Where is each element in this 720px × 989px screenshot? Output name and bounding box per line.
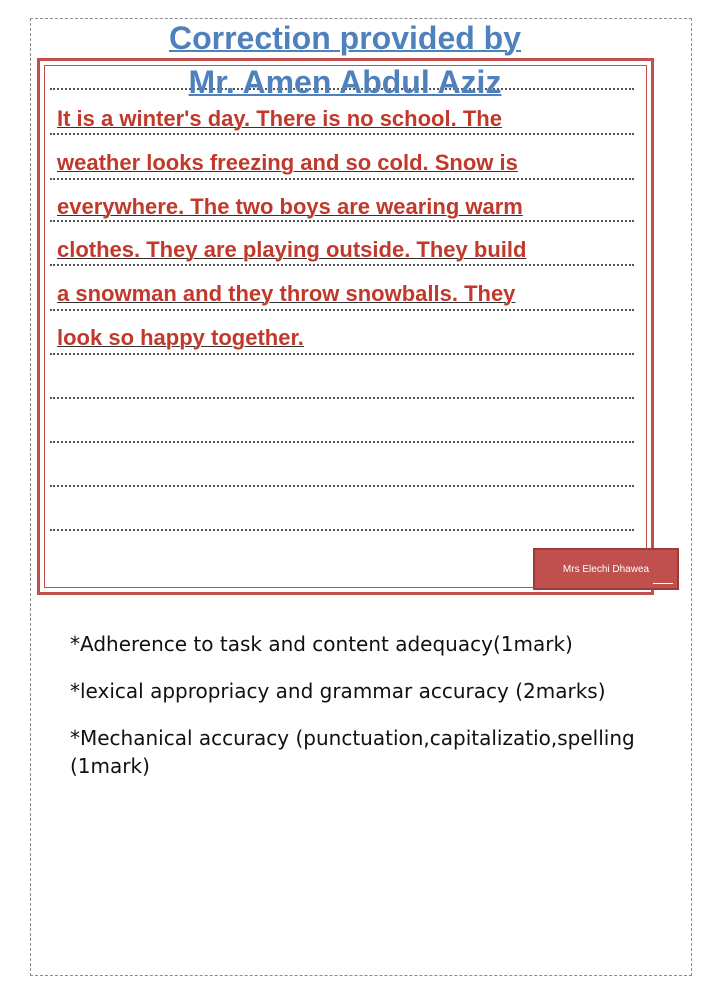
essay-line-2: weather looks freezing and so cold. Snow is <box>57 150 518 175</box>
writing-line <box>50 397 634 399</box>
writing-line <box>50 529 634 531</box>
signature-box <box>533 548 679 590</box>
writing-line <box>50 264 634 266</box>
criterion-content: *Adherence to task and content adequacy(1mark) <box>70 632 573 656</box>
header-title-line-2: Mr. Amen Abdul Aziz <box>188 64 502 100</box>
writing-line <box>50 133 634 135</box>
writing-line <box>50 353 634 355</box>
writing-line <box>50 178 634 180</box>
writing-line <box>50 309 634 311</box>
criterion-grammar: *lexical appropriacy and grammar accuracy (2marks) <box>70 679 606 703</box>
essay-line-3: everywhere. The two boys are wearing warm <box>57 194 523 219</box>
writing-line <box>50 441 634 443</box>
writing-line <box>50 220 634 222</box>
signature-label: Mrs Elechi Dhawea <box>562 563 650 575</box>
essay-line-4: clothes. They are playing outside. They build <box>57 237 527 262</box>
essay-line-5: a snowman and they throw snowballs. They <box>57 281 516 306</box>
essay-line-1: It is a winter's day. There is no school. The <box>57 106 502 131</box>
header-title-line-1: Correction provided by <box>168 20 522 56</box>
criterion-mechanics: *Mechanical accuracy (punctuation,capitalizatio,spelling (1mark) <box>70 726 635 778</box>
essay-line-6: look so happy together. <box>57 325 304 350</box>
writing-line <box>50 485 634 487</box>
